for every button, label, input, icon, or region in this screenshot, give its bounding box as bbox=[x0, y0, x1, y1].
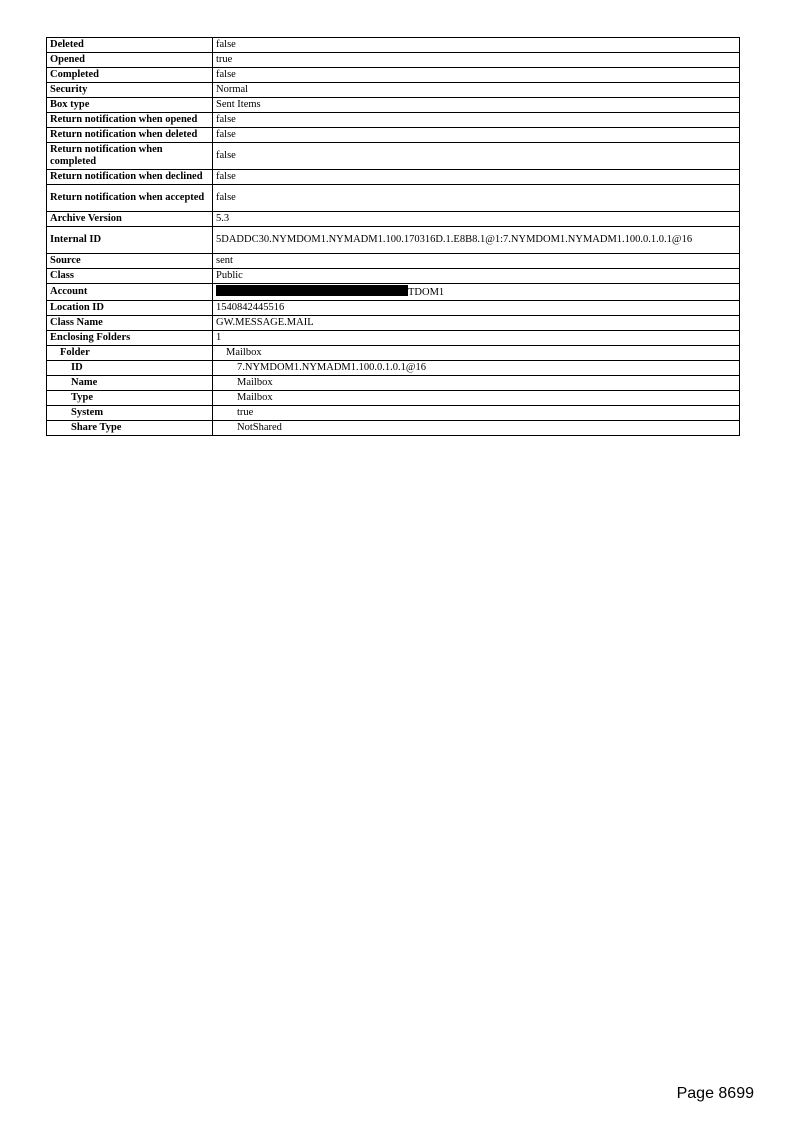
row-key: Completed bbox=[47, 68, 213, 83]
row-key: Location ID bbox=[47, 301, 213, 316]
row-key: Name bbox=[47, 376, 213, 391]
row-key: Class bbox=[47, 269, 213, 284]
row-value: false bbox=[213, 128, 740, 143]
table-row bbox=[47, 38, 740, 53]
redaction-bar bbox=[216, 285, 408, 296]
table-row bbox=[47, 269, 740, 284]
table-row bbox=[47, 406, 740, 421]
table-row bbox=[47, 53, 740, 68]
table-row bbox=[47, 316, 740, 331]
row-value: GW.MESSAGE.MAIL bbox=[213, 316, 740, 331]
table-row bbox=[47, 212, 740, 227]
table-row bbox=[47, 128, 740, 143]
table-row bbox=[47, 346, 740, 361]
row-key: Return notification when deleted bbox=[47, 128, 213, 143]
table-row bbox=[47, 284, 740, 301]
row-value: true bbox=[213, 53, 740, 68]
row-value: false bbox=[213, 185, 740, 212]
page-number: Page 8699 bbox=[676, 1085, 754, 1102]
table-row bbox=[47, 68, 740, 83]
table-row bbox=[47, 185, 740, 212]
row-key: Source bbox=[47, 254, 213, 269]
row-value: Mailbox bbox=[213, 391, 740, 406]
table-row bbox=[47, 301, 740, 316]
row-key: Folder bbox=[47, 346, 213, 361]
table-row bbox=[47, 170, 740, 185]
table-row bbox=[47, 391, 740, 406]
row-value: Normal bbox=[213, 83, 740, 98]
row-value: 1 bbox=[213, 331, 740, 346]
row-key: Return notification when accepted bbox=[47, 185, 213, 212]
row-key: Share Type bbox=[47, 421, 213, 436]
table-row bbox=[47, 361, 740, 376]
row-key: Enclosing Folders bbox=[47, 331, 213, 346]
row-key: Archive Version bbox=[47, 212, 213, 227]
row-value bbox=[213, 284, 740, 301]
row-key: Account bbox=[47, 284, 213, 301]
table-row bbox=[47, 113, 740, 128]
row-key: Return notification when declined bbox=[47, 170, 213, 185]
row-key: Type bbox=[47, 391, 213, 406]
row-value: 7.NYMDOM1.NYMADM1.100.0.1.0.1@16 bbox=[213, 361, 740, 376]
row-key: Return notification when opened bbox=[47, 113, 213, 128]
row-value: 5.3 bbox=[213, 212, 740, 227]
row-key: Security bbox=[47, 83, 213, 98]
row-value: Public bbox=[213, 269, 740, 284]
account-suffix: TDOM1 bbox=[408, 287, 445, 298]
row-key: ID bbox=[47, 361, 213, 376]
properties-table bbox=[46, 37, 740, 436]
row-value: 1540842445516 bbox=[213, 301, 740, 316]
row-key: System bbox=[47, 406, 213, 421]
row-value: false bbox=[213, 38, 740, 53]
row-value: false bbox=[213, 170, 740, 185]
row-value: Mailbox bbox=[213, 346, 740, 361]
row-key: Box type bbox=[47, 98, 213, 113]
row-value: false bbox=[213, 68, 740, 83]
table-row bbox=[47, 331, 740, 346]
row-key: Opened bbox=[47, 53, 213, 68]
table-row bbox=[47, 421, 740, 436]
table-row bbox=[47, 98, 740, 113]
table-row bbox=[47, 83, 740, 98]
table-row bbox=[47, 227, 740, 254]
table-row bbox=[47, 376, 740, 391]
row-value: sent bbox=[213, 254, 740, 269]
row-value: Mailbox bbox=[213, 376, 740, 391]
row-value: true bbox=[213, 406, 740, 421]
row-value: Sent Items bbox=[213, 98, 740, 113]
row-key: Deleted bbox=[47, 38, 213, 53]
row-value: NotShared bbox=[213, 421, 740, 436]
row-value: 5DADDC30.NYMDOM1.NYMADM1.100.170316D.1.E8B8.1@1:7.NYMDOM1.NYMADM1.100.0.1.0.1@16 bbox=[213, 227, 740, 254]
row-key: Internal ID bbox=[47, 227, 213, 254]
row-value: false bbox=[213, 143, 740, 170]
row-key: Class Name bbox=[47, 316, 213, 331]
table-row bbox=[47, 254, 740, 269]
row-value: false bbox=[213, 113, 740, 128]
row-key: Return notification when completed bbox=[47, 143, 213, 170]
table-row bbox=[47, 143, 740, 170]
